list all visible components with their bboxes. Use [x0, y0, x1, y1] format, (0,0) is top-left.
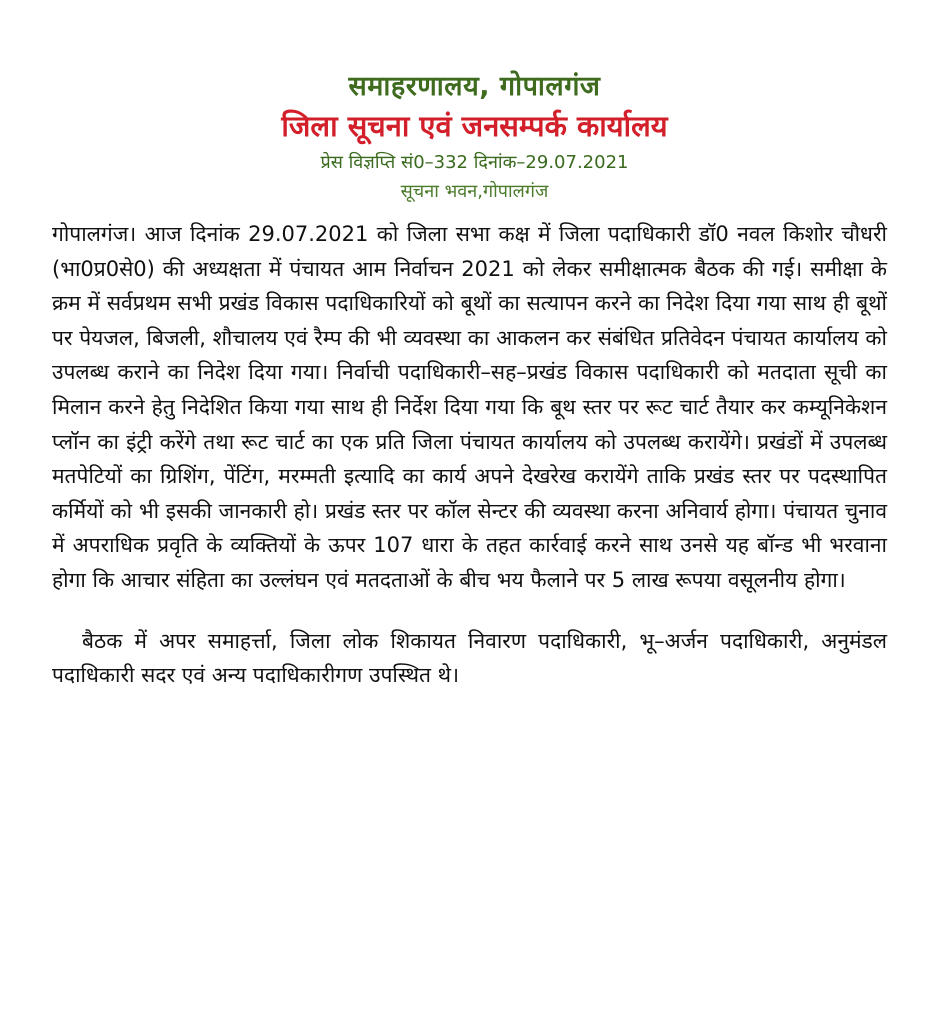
press-release-header — [0, 70, 949, 203]
body-paragraph-2: बैठक में अपर समाहर्त्ता, जिला लोक शिकायत निवारण पदाधिकारी, भू–अर्जन पदाधिकारी, अनुमंडल पदाधिकारी सदर एवं अन्य पदाधिकारीगण उपस्थित थे। — [52, 628, 888, 688]
office-title: जिला सूचना एवं जनसम्पर्क कार्यालय — [281, 108, 668, 143]
body-paragraph-1: गोपालगंज। आज दिनांक 29.07.2021 को जिला सभा कक्ष में जिला पदाधिकारी डॉ0 नवल किशोर चौधरी (भा0प्र0से0) की अध्यक्षता में पंचायत आम निर्वाचन 2021 को लेकर समीक्षात्मक बैठक की गई। समीक्षा के क्रम में सर्वप्रथम सभी प्रखंड विकास पदाधिकारियों को बूथों का सत्यापन करने का निदेश दिया गया साथ ही बूथों पर पेयजल, बिजली, शौचालय एवं रैम्प की भी व्यवस्था का आकलन कर संबंधित प्रतिवेदन पंचायत कार्यालय को उपलब्ध कराने का निदेश दिया गया। निर्वाची पदाधिकारी–सह–प्रखंड विकास पदाधिकारी को मतदाता सूची का मिलान करने हेतु निदेशित किया गया साथ ही निर्देश दिया गया कि बूथ स्तर पर रूट चार्ट तैयार कर कम्यूनिकेशन प्लॉन का इंट्री करेंगे तथा रूट चार्ट का एक प्रति जिला पंचायत कार्यालय को उपलब्ध करायेंगे। प्रखंडों में उपलब्ध मतपेटियों का ग्रिशिंग, पेंटिंग, मरम्मती इत्यादि का कार्य अपने देखरेख करायेंगे ताकि प्रखंड स्तर पर पदस्थापित कर्मियों को भी इसकी जानकारी हो। प्रखंड स्तर पर कॉल सेन्टर की व्यवस्था करना अनिवार्य होगा। पंचायत चुनाव में अपराधिक प्रवृति के व्यक्तियों के ऊपर 107 धारा के तहत कार्रवाई करने साथ उनसे यह बॉन्ड भी भरवाना होगा कि आचार संहिता का उल्लंघन एवं मतदताओं के बीच भय फैलाने पर 5 लाख रूपया वसूलनीय होगा। — [52, 222, 887, 592]
press-release-number: प्रेस विज्ञप्ति सं0–332 दिनांक–29.07.2021 — [320, 152, 629, 173]
press-release-body — [52, 217, 887, 693]
bhavan-line: सूचना भवन,गोपालगंज — [400, 180, 549, 202]
collectorate-title: समाहरणालय, गोपालगंज — [348, 71, 601, 102]
